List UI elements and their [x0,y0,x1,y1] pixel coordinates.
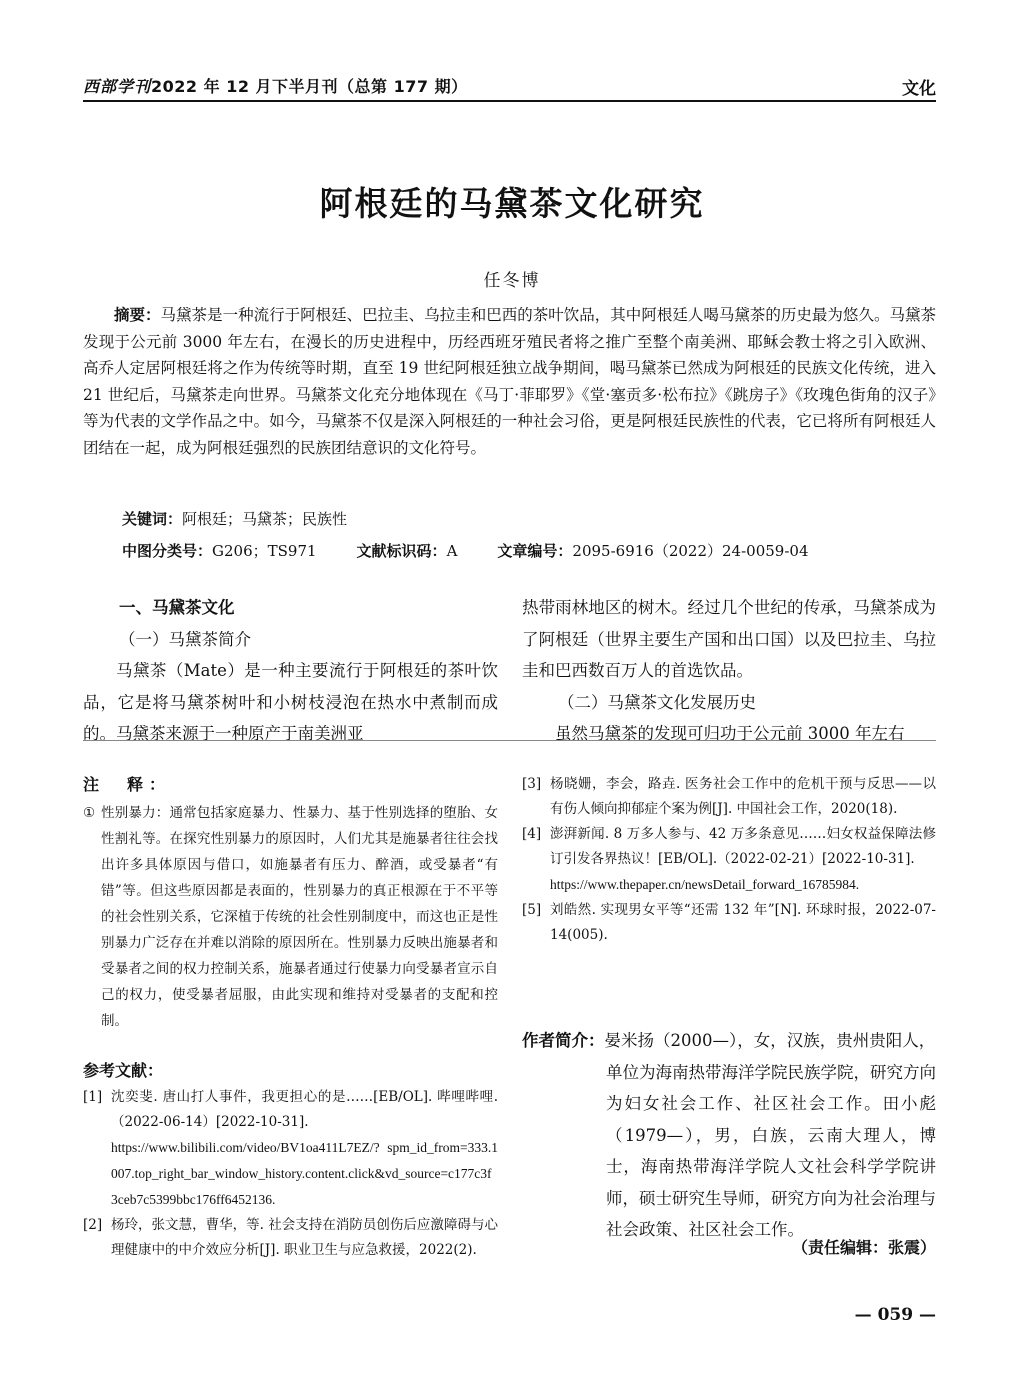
reference-number: [1] [83,1089,103,1105]
reference-number: [2] [83,1217,103,1233]
reference-text: 杨晓姗，李会，路垚. 医务社会工作中的危机干预与反思——以有伤人倾向抑郁症个案为例[J]. 中国社会工作，2020(18). [550,776,936,817]
reference-number: [4] [522,826,542,842]
reference-url[interactable]: https://www.thepaper.cn/newsDetail_forward_16785984. [550,877,860,892]
article-no-value: 2095-6916（2022）24-0059-04 [572,542,809,560]
keywords-label: 关键词： [122,510,183,528]
bio-label: 作者简介： [522,1031,605,1050]
reference-text: 杨玲，张文慧，曹华，等. 社会支持在消防员创伤后应激障碍与心理健康中的中介效应分析[J]. 职业卫生与应急救援，2022(2). [111,1217,498,1258]
references-left [83,1085,498,1263]
reference-number: [3] [522,776,542,792]
references-right [522,772,936,948]
body-right-column [522,592,936,750]
section-label: 文化 [902,79,936,99]
body-paragraph: 马黛茶（Mate）是一种主要流行于阿根廷的茶叶饮品，它是将马黛茶树叶和小树枝浸泡在热水中煮制而成的。马黛茶来源于一种原产于南美洲亚 [83,661,498,743]
keywords [122,508,347,529]
notes-divider [83,740,936,741]
reference-url[interactable]: https://www.bilibili.com/video/BV1oa411L7EZ/? spm_id_from=333.1007.top_right_bar_window_history.content.click&vd_source=c177c3f3ceb7c5399bbc176ff6452136. [111,1140,498,1207]
article-title: 阿根廷的马黛茶文化研究 [319,184,705,223]
reference-number: [5] [522,902,542,918]
reference-item [83,1085,498,1213]
body-left-column [83,592,498,750]
body-paragraph: 虽然马黛茶的发现可归功于公元前 3000 年左右 [555,724,905,743]
footnote-text: 性别暴力：通常包括家庭暴力、性暴力、基于性别选择的堕胎、女性割礼等。在探究性别暴力的原因时，人们尤其是施暴者往往会找出许多具体原因与借口，如施暴者有压力、醉酒，或受暴者“有错”等。但这些原因都是表面的，性别暴力的真正根源在于不平等的社会性别关系，它深植于传统的社会性别制度中，而这也正是性别暴力广泛存在并难以消除的原因所在。性别暴力反映出施暴者和受暴者之间的权力控制关系，施暴者通过行使暴力向受暴者宣示自己的权力，使受暴者屈服，由此实现和维持对受暴者的支配和控制。 [101,805,498,1029]
doc-code-label: 文献标识码： [356,542,447,560]
reference-text: 澎湃新闻. 8 万多人参与、42 万多条意见……妇女权益保障法修订引发各界热议！[EB/OL].（2022-02-21）[2022-10-31]. [550,826,936,867]
abstract [83,302,936,461]
reference-item [522,898,936,948]
keywords-text: 阿根廷；马黛茶；民族性 [182,510,348,528]
clc-label: 中图分类号： [122,542,213,560]
footnote [83,800,498,1034]
responsible-editor: （责任编辑：张震） [791,1238,936,1257]
header-rule [83,100,936,102]
page-number: — 059 — [854,1305,936,1325]
subsection-heading: （二）马黛茶文化发展历史 [558,692,756,712]
abstract-text: 马黛茶是一种流行于阿根廷、巴拉圭、乌拉圭和巴西的茶叶饮品，其中阿根廷人喝马黛茶的历史最为悠久。马黛茶发现于公元前 3000 年左右，在漫长的历史进程中，历经西班牙殖民者将之推广至整个南美洲、耶稣会教士将之引入欧洲、高乔人定居阿根廷将之作为传统等时期，直至 19 世纪阿根廷独立战争期间，喝马黛茶已然成为阿根廷的民族文化传统，进入 21 世纪后，马黛茶走向世界。马黛茶文化充分地体现在《马丁·菲耶罗》《堂·塞贡多·松布拉》《跳房子》《玫瑰色街角的汉子》等为代表的文学作品之中。如今，马黛茶不仅是深入阿根廷的一种社会习俗，更是阿根廷民族性的代表，它已将所有阿根廷人团结在一起，成为阿根廷强烈的民族团结意识的文化符号。 [83,306,936,457]
article-no-label: 文章编号： [497,542,573,560]
section-heading: 一、马黛茶文化 [119,598,235,617]
abstract-label: 摘要： [114,306,161,324]
reference-item [83,1213,498,1263]
references-heading: 参考文献： [83,1061,164,1080]
clc-value: G206；TS971 [212,542,317,560]
body-paragraph-continued: 热带雨林地区的树木。经过几个世纪的传承，马黛茶成为了阿根廷（世界主要生产国和出口国）以及巴拉圭、乌拉圭和巴西数百万人的首选饮品。 [522,598,936,680]
reference-item [522,822,936,898]
reference-item [522,772,936,822]
reference-text: 沈奕斐. 唐山打人事件，我更担心的是……[EB/OL]. 哔哩哔哩.（2022-06-14）[2022-10-31]. [111,1089,498,1130]
bio-text: 单位为海南热带海洋学院民族学院，研究方向为妇女社会工作、社区社会工作。田小彪（1979—），男，白族，云南大理人，博士，海南热带海洋学院人文社会科学学院讲师，硕士研究生导师，研究方向为社会治理与社会政策、社区社会工作。 [606,1062,936,1239]
doc-code-value: A [446,542,458,560]
author-bio [522,1025,936,1246]
footnote-number: ① [83,805,96,821]
reference-text: 刘皓然. 实现男女平等“还需 132 年”[N]. 环球时报，2022-07-14(005). [550,902,936,943]
classification-line [122,540,809,561]
journal-masthead: 西部学刊 [83,77,152,96]
journal-issue: 2022 年 12 月下半月刊（总第 177 期） [151,77,468,96]
journal-header [83,74,468,97]
bio-first-line: 晏米扬（2000—），女，汉族，贵州贵阳人， [604,1031,936,1050]
notes-heading: 注 释： [83,775,172,794]
article-author: 任冬博 [483,271,541,291]
subsection-heading: （一）马黛茶简介 [119,629,251,649]
